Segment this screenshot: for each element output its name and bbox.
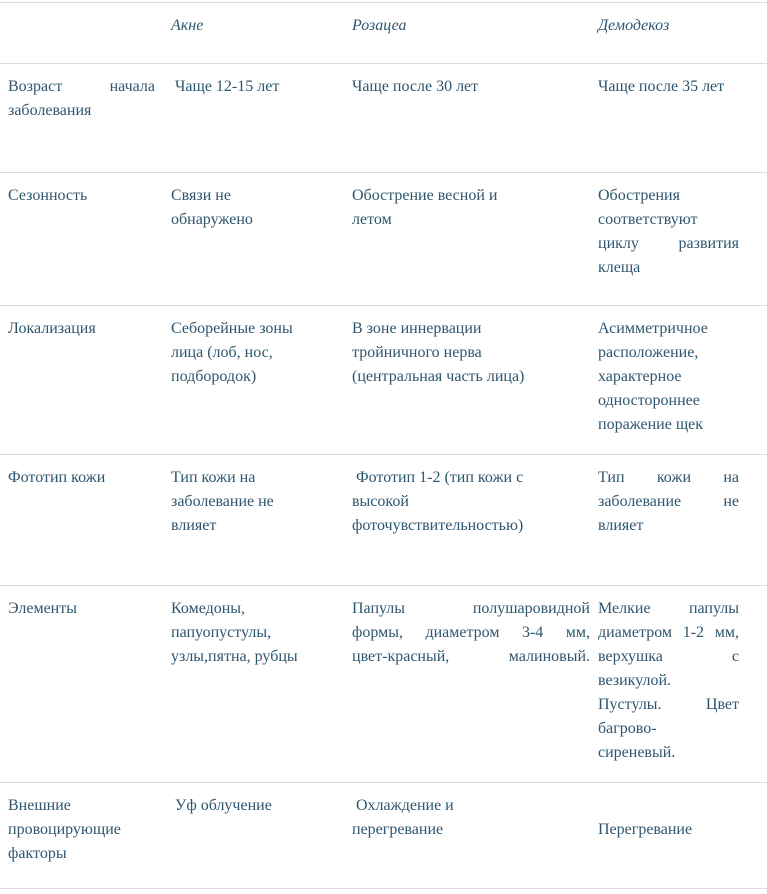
table-row-skin-phototype <box>0 455 767 586</box>
table-row-external-provoking-factors <box>0 783 767 889</box>
row-label: Локализация <box>0 306 163 455</box>
comparison-table <box>0 2 767 889</box>
cell-rosacea: Фототип 1-2 (тип кожи с высокой фоточувствительностью) <box>344 455 590 586</box>
row-label: Фототип кожи <box>0 455 163 586</box>
cell-demodecosis: Перегревание <box>590 783 767 889</box>
row-label: Внешние провоцирующие факторы <box>0 783 163 889</box>
cell-demodecosis: Тип кожи на заболевание не влияет <box>590 455 767 586</box>
table-row-elements <box>0 586 767 783</box>
column-header-acne: Акне <box>163 3 344 64</box>
cell-rosacea: Папулы полушаровидной формы, диаметром 3-4 мм, цвет-красный, малиновый. <box>344 586 590 783</box>
cell-demodecosis: Мелкие папулы диаметром 1-2 мм, верхушка с везикулой. Пустулы. Цвет багрово- сиреневый. <box>590 586 767 783</box>
cell-demodecosis: Чаще после 35 лет <box>590 64 767 173</box>
table-row-age-of-onset <box>0 64 767 173</box>
table-header-row <box>0 3 767 64</box>
column-header-rosacea: Розацеа <box>344 3 590 64</box>
row-label: Возраст начала заболевания <box>0 64 163 173</box>
row-label: Сезонность <box>0 173 163 306</box>
cell-acne: Уф облучение <box>163 783 344 889</box>
row-label: Элементы <box>0 586 163 783</box>
cell-acne: Комедоны, папуопустулы, узлы,пятна, рубцы <box>163 586 344 783</box>
cell-acne: Связи не обнаружено <box>163 173 344 306</box>
cell-rosacea: Чаще после 30 лет <box>344 64 590 173</box>
cell-demodecosis: Асимметричное расположение, характерное одностороннее поражение щек <box>590 306 767 455</box>
column-header-demodecosis: Демодекоз <box>590 3 767 64</box>
table-row-seasonality <box>0 173 767 306</box>
table-row-localization <box>0 306 767 455</box>
cell-acne: Тип кожи на заболевание не влияет <box>163 455 344 586</box>
column-header-empty <box>0 3 163 64</box>
cell-rosacea: Охлаждение и перегревание <box>344 783 590 889</box>
cell-acne: Чаще 12-15 лет <box>163 64 344 173</box>
cell-rosacea: В зоне иннервации тройничного нерва (центральная часть лица) <box>344 306 590 455</box>
cell-rosacea: Обострение весной и летом <box>344 173 590 306</box>
cell-demodecosis: Обострения соответствуют циклу развития клеща <box>590 173 767 306</box>
cell-acne: Себорейные зоны лица (лоб, нос, подбородок) <box>163 306 344 455</box>
